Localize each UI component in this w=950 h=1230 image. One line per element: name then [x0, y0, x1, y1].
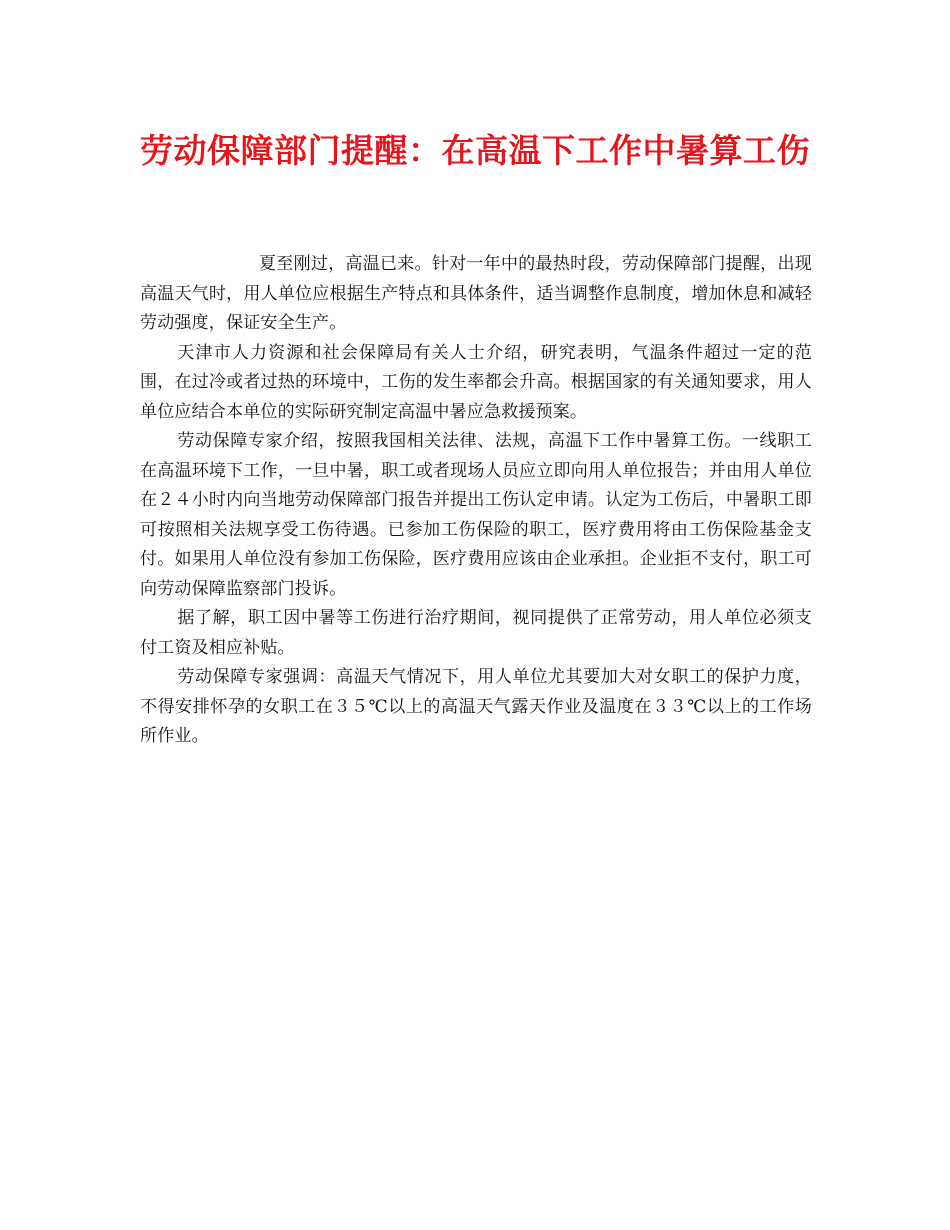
paragraph-wages: 据了解，职工因中暑等工伤进行治疗期间，视同提供了正常劳动，用人单位必须支付工资及相应补贴。 [140, 608, 812, 658]
paragraph-expert-intro: 劳动保障专家介绍，按照我国相关法律、法规，高温下工作中暑算工伤。一线职工在高温环境下工作，一旦中暑，职工或者现场人员应立即向用人单位报告；并由用人单位在２４小时内向当地劳动保障部门报告并提出工伤认定申请。认定为工伤后，中暑职工即可按照相关法规享受工伤待遇。已参加工伤保险的职工，医疗费用将由工伤保险基金支付。如果用人单位没有参加工伤保险，医疗费用应该由企业承担。企业拒不支付，职工可向劳动保障监察部门投诉。 [140, 431, 812, 599]
paragraph-intro: 夏至刚过，高温已来。针对一年中的最热时段，劳动保障部门提醒，出现高温天气时，用人单位应根据生产特点和具体条件，适当调整作息制度，增加休息和减轻劳动强度，保证安全生产。 [140, 254, 812, 333]
paragraph-female-workers: 劳动保障专家强调：高温天气情况下，用人单位尤其要加大对女职工的保护力度，不得安排怀孕的女职工在３５℃以上的高温天气露天作业及温度在３３℃以上的工作场所作业。 [140, 667, 812, 746]
document-body [140, 250, 812, 752]
paragraph-tianjin-bureau: 天津市人力资源和社会保障局有关人士介绍，研究表明，气温条件超过一定的范围，在过冷或者过热的环境中，工伤的发生率都会升高。根据国家的有关通知要求，用人单位应结合本单位的实际研究制定高温中暑应急救援预案。 [140, 342, 812, 422]
document-title: 劳动保障部门提醒：在高温下工作中暑算工伤 [140, 131, 810, 170]
